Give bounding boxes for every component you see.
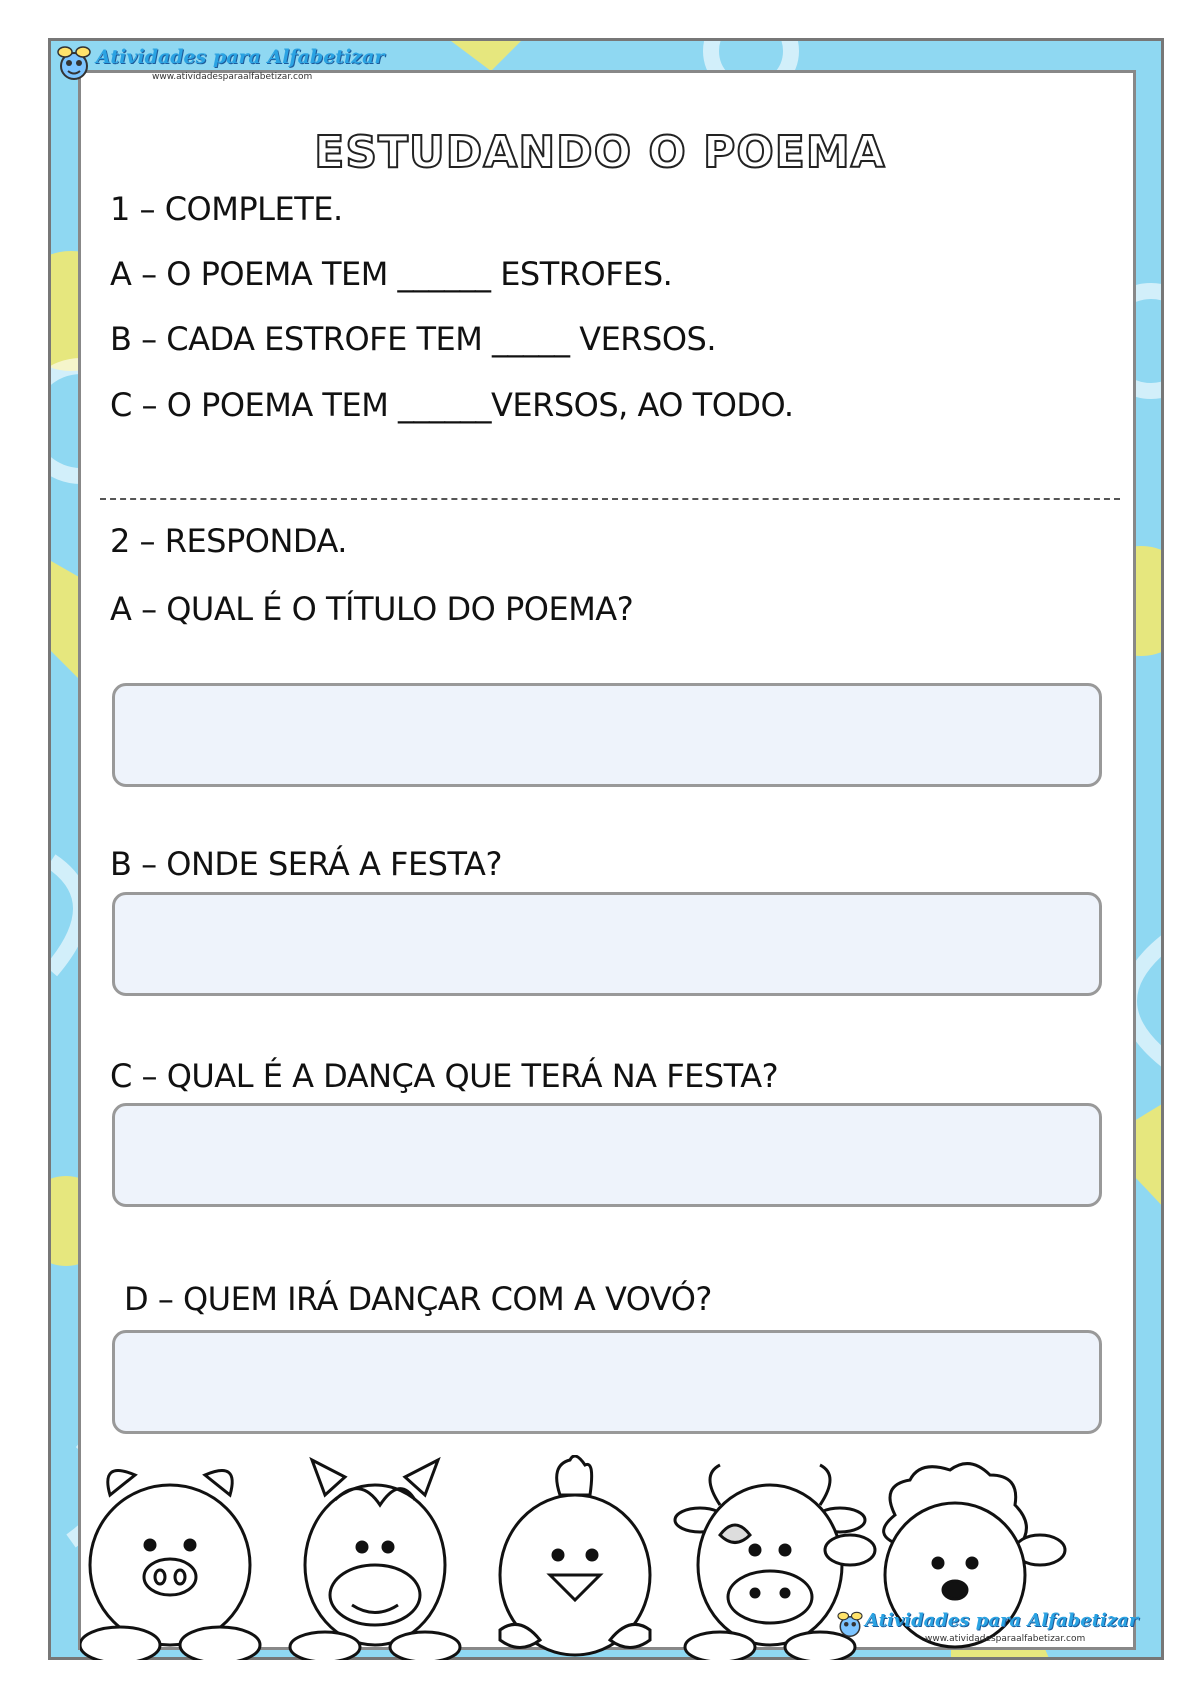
question-d: D – QUEM IRÁ DANÇAR COM A VOVÓ?: [124, 1280, 712, 1318]
complete-item-b: B – CADA ESTROFE TEM _____ VERSOS.: [110, 320, 717, 358]
logo-url-bottom: www.atividadesparaalfabetizar.com: [925, 1634, 1086, 1644]
logo-url: www.atividadesparaalfabetizar.com: [152, 72, 313, 82]
section1-heading: 1 – COMPLETE.: [110, 190, 343, 228]
logo-title-bottom: Atividades para Alfabetizar: [865, 1610, 1139, 1631]
bee-icon: [54, 44, 94, 84]
question-c: C – QUAL É A DANÇA QUE TERÁ NA FESTA?: [110, 1057, 779, 1095]
horse-icon: [290, 1460, 460, 1660]
pig-icon: [80, 1471, 260, 1661]
section2-heading: 2 – RESPONDA.: [110, 522, 347, 560]
logo-title: Atividades para Alfabetizar: [96, 46, 385, 68]
answer-box-c[interactable]: [112, 1103, 1102, 1207]
logo-bottom: [835, 1610, 1139, 1650]
answer-box-a[interactable]: [112, 683, 1102, 787]
page-title: ESTUDANDO O POEMA: [314, 127, 886, 178]
question-b: B – ONDE SERÁ A FESTA?: [110, 845, 502, 883]
logo-top: [54, 44, 385, 94]
answer-box-b[interactable]: [112, 892, 1102, 996]
chick-icon: [500, 1456, 650, 1655]
complete-item-a: A – O POEMA TEM ______ ESTROFES.: [110, 255, 673, 293]
bee-icon: [835, 1610, 865, 1640]
complete-item-c: C – O POEMA TEM ______VERSOS, AO TODO.: [110, 386, 794, 424]
question-a: A – QUAL É O TÍTULO DO POEMA?: [110, 590, 634, 628]
section-divider: [100, 498, 1120, 500]
answer-box-d[interactable]: [112, 1330, 1102, 1434]
